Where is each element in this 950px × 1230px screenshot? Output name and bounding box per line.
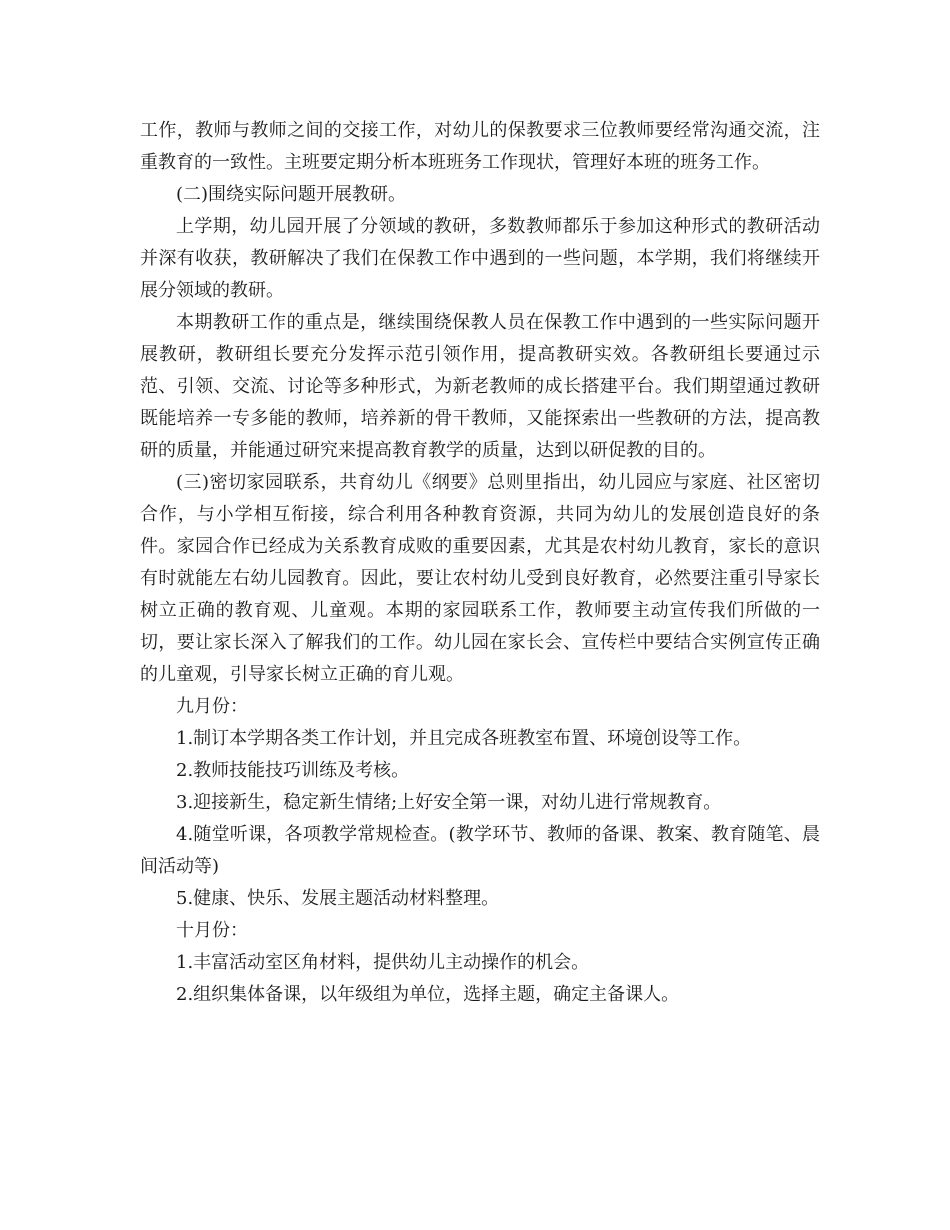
list-item: 2.组织集体备课，以年级组为单位，选择主题，确定主备课人。 [176,984,680,1005]
list-item: 1.丰富活动室区角材料，提供幼儿主动操作的机会。 [176,952,590,973]
paragraph-home-school: (三)密切家园联系，共育幼儿《纲要》总则里指出，幼儿园应与家庭、社区密切合作，与小学相互衔接，综合利用各种教育资源，共同为幼儿的发展创造良好的条件。家园合作已经成为关系教育成败的重要因素，尤其是农村幼儿教育，家长的意识有时就能左右幼儿园教育。因此，要让农村幼儿受到良好教育，必然要注重引导家长树立正确的教育观、儿童观。本期的家园联系工作，教师要主动宣传我们所做的一切，要让家长深入了解我们的工作。幼儿园在家长会、宣传栏中要结合实例宣传正确的儿童观，引导家长树立正确的育儿观。 [140,472,820,685]
paragraph-continuation: 工作，教师与教师之间的交接工作，对幼儿的保教要求三位教师要经常沟通交流，注重教育的一致性。主班要定期分析本班班务工作现状，管理好本班的班务工作。 [140,120,820,173]
list-item: 1.制订本学期各类工作计划，并且完成各班教室布置、环境创设等工作。 [176,728,752,749]
list-item: 5.健康、快乐、发展主题活动材料整理。 [176,888,500,909]
paragraph-research-focus: 本期教研工作的重点是，继续围绕保教人员在保教工作中遇到的一些实际问题开展教研，教研组长要充分发挥示范引领作用，提高教研实效。各教研组长要通过示范、引领、交流、讨论等多种形式，为新老教师的成长搭建平台。我们期望通过教研既能培养一专多能的教师，培养新的骨干教师，又能探索出一些教研的方法，提高教研的质量，并能通过研究来提高教育教学的质量，达到以研促教的目的。 [140,312,820,461]
list-item: 4.随堂听课，各项教学常规检查。(教学环节、教师的备课、教案、教育随笔、晨间活动等) [140,824,820,877]
list-item: 2.教师技能技巧训练及考核。 [176,760,410,781]
september-heading: 九月份： [176,696,248,717]
document-page [140,115,820,1011]
list-item: 3.迎接新生，稳定新生情绪;上好安全第一课，对幼儿进行常规教育。 [176,792,722,813]
section-heading-2: (二)围绕实际问题开展教研。 [176,184,407,205]
paragraph-last-semester: 上学期，幼儿园开展了分领域的教研，多数教师都乐于参加这种形式的教研活动并深有收获，教研解决了我们在保教工作中遇到的一些问题，本学期，我们将继续开展分领域的教研。 [140,216,820,301]
october-heading: 十月份： [176,920,248,941]
